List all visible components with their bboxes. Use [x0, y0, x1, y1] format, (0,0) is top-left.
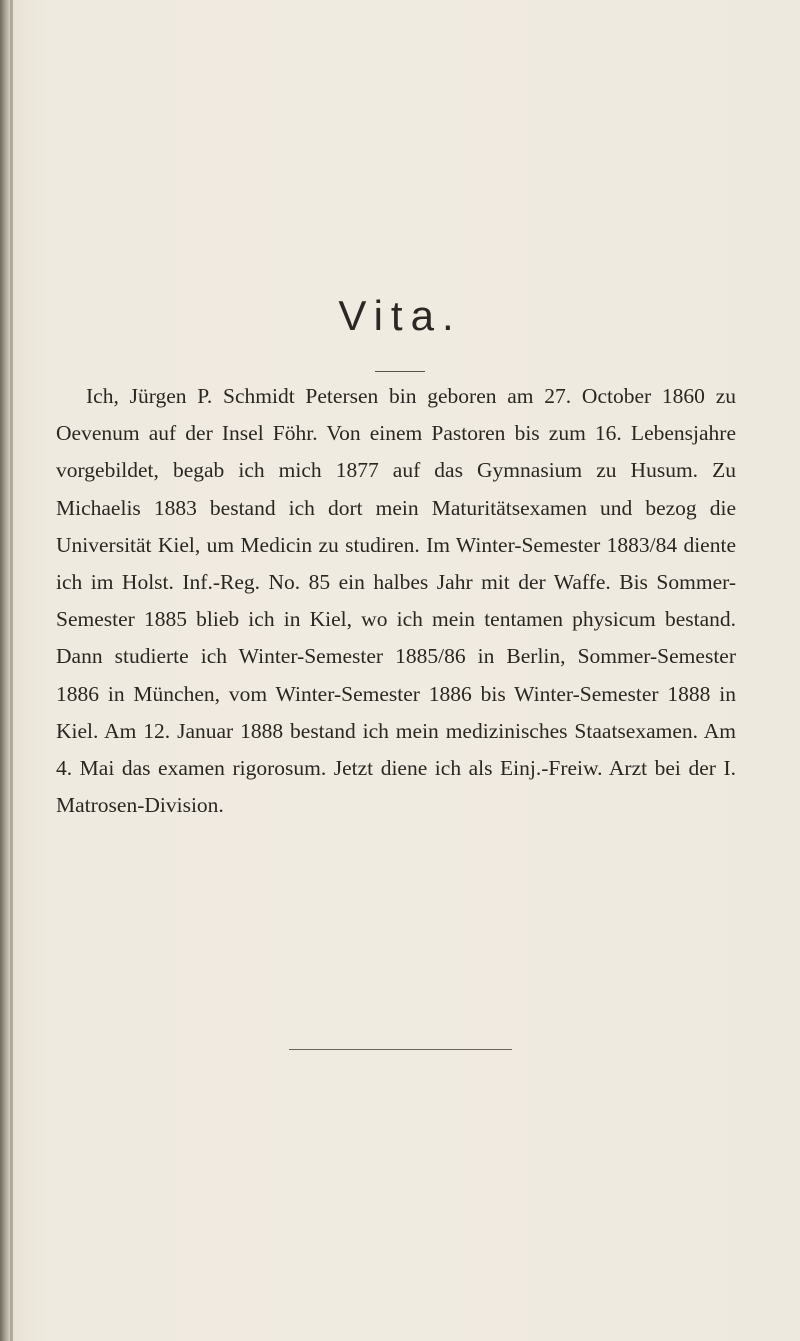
page-binding-shadow	[10, 0, 13, 1341]
page-title: Vita.	[338, 292, 462, 339]
vita-paragraph: Ich, Jürgen P. Schmidt Petersen bin geboren am 27. October 1860 zu Oevenum auf der Insel Föhr. Von einem Pastoren bis zum 16. Lebensjahre vorgebildet, begab ich mich 1877 auf das Gymnasium zu Husum. Zu Michaelis 1883 bestand ich dort mein Maturitätsexamen und bezog die Universität Kiel, um Medicin zu studiren. Im Winter-Semester 1883/84 diente ich im Holst. Inf.-Reg. No. 85 ein halbes Jahr mit der Waffe. Bis Sommer-Semester 1885 blieb ich in Kiel, wo ich mein tentamen physicum bestand. Dann studierte ich Winter-Semester 1885/86 in Berlin, Sommer-Semester 1886 in München, vom Winter-Semester 1886 bis Winter-Semester 1888 in Kiel. Am 12. Januar 1888 bestand ich mein medizinisches Staatsexamen. Am 4. Mai das examen rigorosum. Jetzt diene ich als Einj.-Freiw. Arzt bei der I. Matrosen-Division.	[56, 384, 736, 818]
closing-divider	[289, 1049, 512, 1050]
title-divider	[375, 371, 425, 372]
